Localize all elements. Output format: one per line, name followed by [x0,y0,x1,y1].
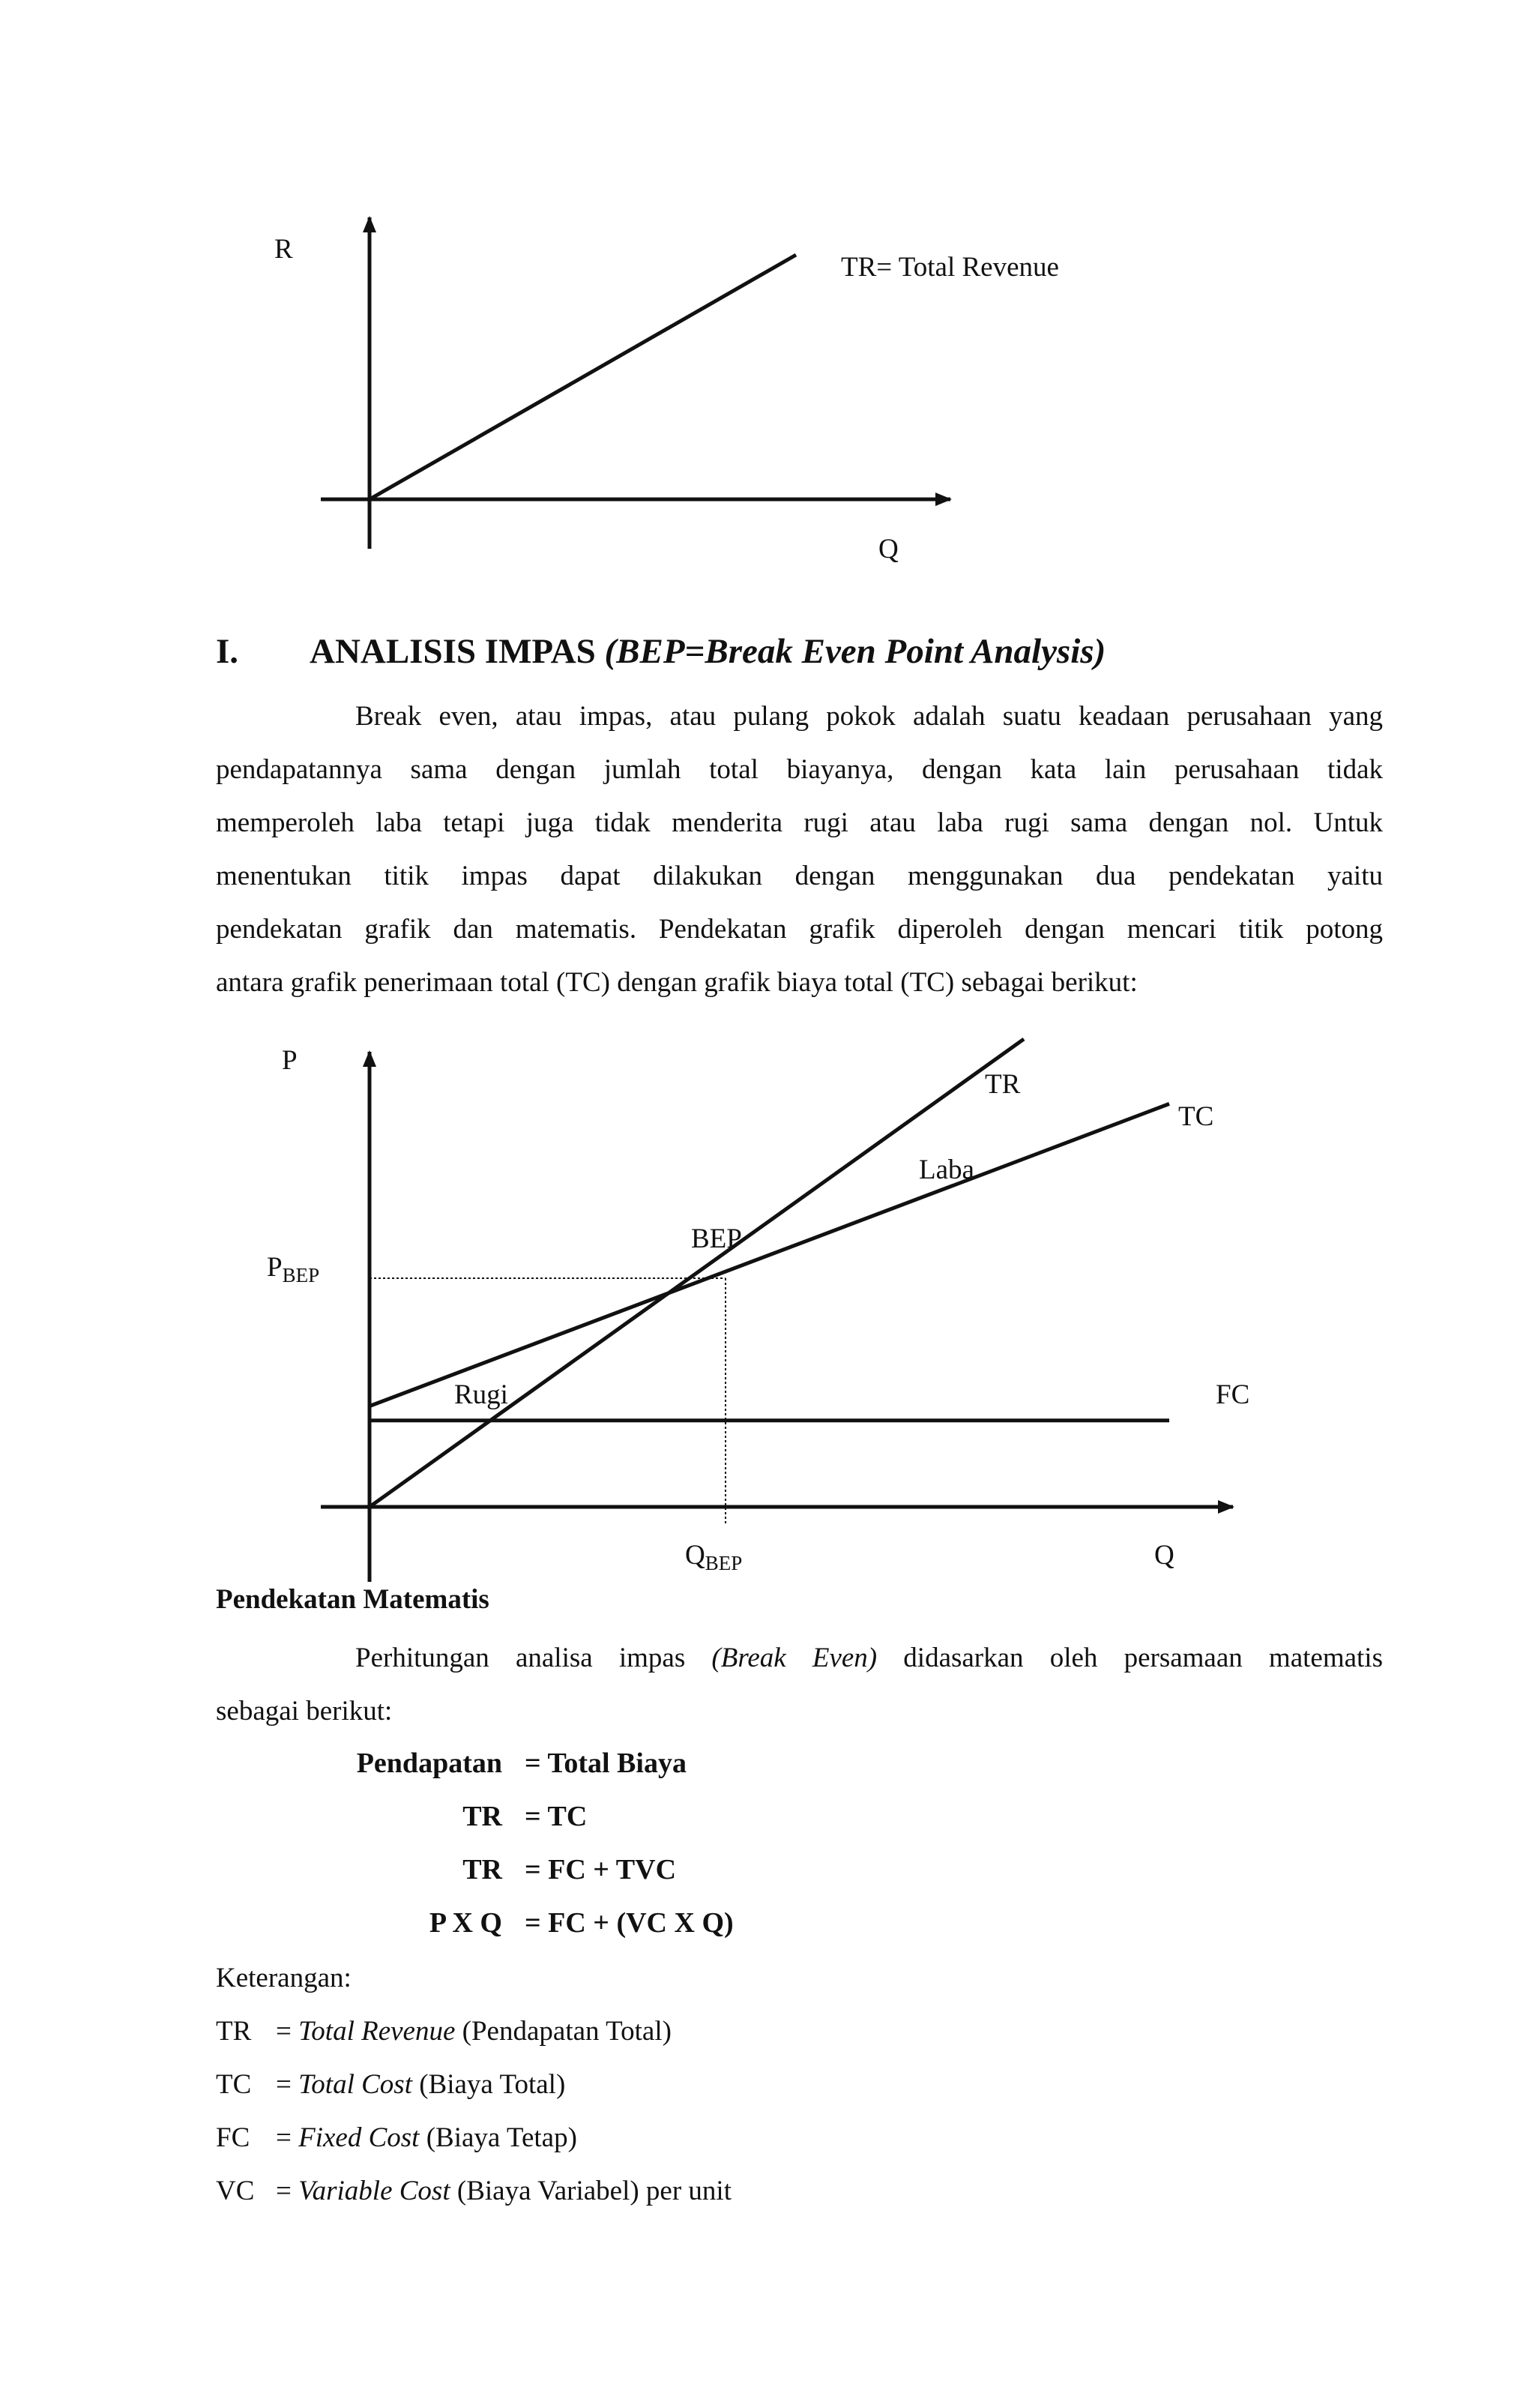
legend-item [216,2175,732,2207]
legend-desc: (Biaya Variabel) per unit [450,2176,732,2206]
legend-item [216,2122,577,2154]
figure1-x-axis-label: Q [878,534,899,565]
legend-desc: (Biaya Total) [411,2069,566,2100]
legend-title: Keterangan: [216,1963,352,1993]
paragraph-line: antara grafik penerimaan total (TC) dengan grafik biaya total (TC) sebagai berikut: [216,967,1138,998]
figure2-x-axis-label: Q [1154,1540,1174,1571]
paragraph-line: pendekatan grafik dan matematis. Pendekatan grafik diperoleh dengan mencari titik potong [216,914,1383,945]
math-intro-line: sebagai berikut: [216,1696,393,1727]
legend-abbr: VC [216,2176,255,2206]
legend-term: Fixed Cost [298,2122,420,2153]
legend-eq: = [276,2122,299,2153]
rugi-label: Rugi [454,1379,508,1410]
bep-label: BEP [691,1223,742,1254]
legend-item [216,2068,565,2101]
series-line-tc [370,1104,1169,1406]
q-bep-sub: BEP [705,1552,743,1574]
p-bep-label [267,1252,320,1286]
legend-eq: = [276,2016,299,2047]
math-section-title: Pendekatan Matematis [216,1584,489,1615]
figure1-line-label: TR= Total Revenue [841,252,1059,283]
math-intro [216,1631,1383,1738]
legend-item [216,2015,672,2047]
legend-term: Total Revenue [298,2016,456,2047]
fc-line-label: FC [1216,1379,1250,1410]
legend-term: Total Cost [298,2069,412,2100]
equation-rhs: = FC + TVC [525,1854,677,1885]
section-number: I. [216,632,239,671]
equation-lhs: TR [462,1854,502,1885]
paragraph-line: Break even, atau impas, atau pulang pokok adalah suatu keadaan perusahaan yang [355,701,1383,732]
paragraph-line: pendapatannya sama dengan jumlah total biayanya, dengan kata lain perusahaan tidak [216,754,1383,785]
paragraph-line: menentukan titik impas dapat dilakukan dengan menggunakan dua pendekatan yaitu [216,861,1383,891]
legend-eq: = [276,2069,299,2100]
legend-desc: (Pendapatan Total) [455,2016,672,2047]
legend-desc: (Biaya Tetap) [419,2122,577,2153]
equation-lhs: Pendapatan [356,1748,502,1779]
figure1-y-axis-label: R [274,234,293,265]
legend-abbr: FC [216,2122,250,2153]
figure2-y-axis-label: P [282,1045,298,1076]
equation-rhs: = Total Biaya [525,1748,687,1779]
laba-label: Laba [919,1155,974,1185]
p-bep-main: P [267,1252,283,1283]
section-title: ANALISIS IMPAS [310,632,596,671]
tr-line-label: TR [985,1069,1021,1100]
p-bep-sub: BEP [282,1264,320,1286]
q-bep-label [685,1540,743,1574]
math-intro-line [216,1631,1383,1685]
equation-lhs: P X Q [429,1907,502,1939]
section-title-italic: (BEP=Break Even Point Analysis) [604,632,1106,671]
legend-term: Variable Cost [298,2176,450,2206]
legend-abbr: TR [216,2016,252,2047]
math-intro-italic: (Break Even) [711,1643,878,1673]
equation-lhs: TR [462,1801,502,1832]
math-intro-pre: Perhitungan analisa impas [355,1643,712,1673]
math-intro-post: didasarkan oleh persamaan matematis [877,1643,1383,1673]
paragraph-line: memperoleh laba tetapi juga tidak menderita rugi atau laba rugi sama dengan nol. Untuk [216,807,1383,838]
legend-eq: = [276,2176,299,2206]
section-heading [216,631,1106,672]
tc-line-label: TC [1178,1101,1214,1132]
intro-paragraph [216,690,1383,1009]
legend-abbr: TC [216,2069,252,2100]
q-bep-main: Q [685,1540,705,1571]
series-line-tr [370,1039,1024,1507]
equation-rhs: = FC + (VC X Q) [525,1907,734,1939]
figure1-tr-line [370,255,796,499]
equation-rhs: = TC [525,1801,588,1832]
